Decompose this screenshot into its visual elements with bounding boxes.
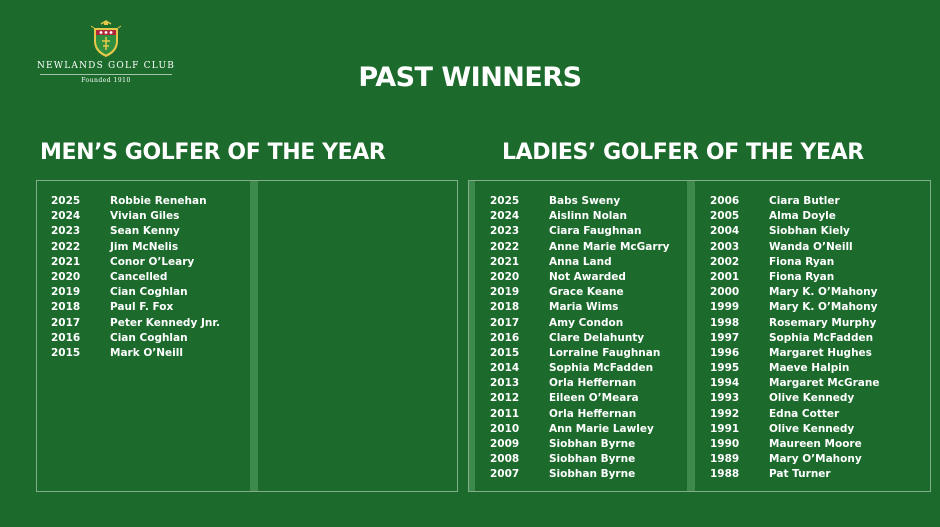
winner-name: Orla Heffernan xyxy=(549,377,637,390)
column-divider xyxy=(687,181,695,491)
winner-year: 1998 xyxy=(710,316,740,329)
winner-name: Olive Kennedy xyxy=(769,392,855,405)
winner-name: Siobhan Byrne xyxy=(549,438,636,450)
winner-row xyxy=(51,209,220,224)
winner-name: Not Awarded xyxy=(549,270,626,283)
winner-row xyxy=(710,376,879,391)
winner-name: Olive Kennedy xyxy=(769,422,855,435)
winner-name: Sophia McFadden xyxy=(549,362,654,375)
club-name: NEWLANDS GOLF CLUB xyxy=(36,61,176,71)
winner-row xyxy=(51,240,220,255)
winner-year: 2012 xyxy=(490,392,520,405)
ladies-winners-list-2 xyxy=(710,194,879,483)
winner-row xyxy=(490,407,670,422)
winner-year: 1996 xyxy=(710,346,740,359)
winner-year: 1999 xyxy=(710,301,740,314)
winner-year: 2014 xyxy=(490,362,520,375)
winner-year: 2015 xyxy=(490,346,520,359)
winner-name: Aislinn Nolan xyxy=(549,210,627,223)
men-section-title: MEN’S GOLFER OF THE YEAR xyxy=(40,140,386,165)
winner-row xyxy=(490,346,670,361)
winner-name: Paul F. Fox xyxy=(110,301,174,314)
winner-name: Fiona Ryan xyxy=(769,270,835,283)
winner-row xyxy=(710,452,879,467)
winner-year: 2003 xyxy=(710,240,740,253)
winner-name: Orla Heffernan xyxy=(549,407,637,420)
winner-row xyxy=(490,422,670,437)
winner-row xyxy=(490,316,670,331)
winner-year: 2023 xyxy=(51,225,81,238)
winner-row xyxy=(490,224,670,239)
club-crest-icon xyxy=(91,20,121,58)
winner-row xyxy=(51,270,220,285)
winner-year: 2018 xyxy=(51,301,81,314)
winner-row xyxy=(490,452,670,467)
winner-year: 2000 xyxy=(710,286,740,299)
panel-edge-divider xyxy=(469,181,475,491)
page-title: PAST WINNERS xyxy=(358,62,582,93)
winner-row xyxy=(51,331,220,346)
winner-year: 2004 xyxy=(710,225,740,238)
winner-name: Vivian Giles xyxy=(110,210,180,223)
winner-row xyxy=(490,255,670,270)
winner-name: Siobhan Byrne xyxy=(549,468,636,481)
winner-name: Lorraine Faughnan xyxy=(549,346,661,359)
winner-row xyxy=(710,300,879,315)
winner-row xyxy=(710,331,879,346)
winner-year: 2009 xyxy=(490,438,520,450)
winner-row xyxy=(490,331,670,346)
winner-year: 2013 xyxy=(490,377,520,390)
winner-year: 1993 xyxy=(710,392,740,405)
winner-year: 2022 xyxy=(51,240,81,253)
winner-name: Ann Marie Lawley xyxy=(549,422,654,435)
winner-row xyxy=(490,209,670,224)
winner-year: 2011 xyxy=(490,407,520,420)
winner-name: Siobhan Byrne xyxy=(549,453,636,466)
winner-row xyxy=(51,300,220,315)
winner-name: Margaret Hughes xyxy=(769,346,872,359)
winner-year: 1990 xyxy=(710,438,740,450)
club-founded: Founded 1910 xyxy=(81,77,131,84)
winner-name: Mark O’Neill xyxy=(110,346,183,359)
winner-name: Cian Coghlan xyxy=(110,286,188,299)
winner-year: 2021 xyxy=(51,255,81,268)
winner-row xyxy=(710,255,879,270)
winner-name: Pat Turner xyxy=(769,468,831,481)
winner-row xyxy=(710,361,879,376)
winner-year: 2020 xyxy=(490,270,520,283)
winner-name: Ciara Butler xyxy=(769,195,840,207)
ladies-section-title: LADIES’ GOLFER OF THE YEAR xyxy=(502,140,864,165)
winner-name: Wanda O’Neill xyxy=(769,240,853,253)
winner-name: Mary O’Mahony xyxy=(769,453,862,466)
winner-year: 2002 xyxy=(710,255,740,268)
ladies-winners-list-1 xyxy=(490,194,670,483)
winner-year: 2015 xyxy=(51,346,81,359)
winner-year: 1997 xyxy=(710,331,740,344)
winner-row xyxy=(710,437,879,452)
winner-row xyxy=(490,300,670,315)
winner-name: Robbie Renehan xyxy=(110,195,207,207)
winner-year: 2024 xyxy=(51,210,81,223)
winner-name: Sean Kenny xyxy=(110,225,180,238)
winner-year: 2021 xyxy=(490,255,520,268)
winner-name: Mary K. O’Mahony xyxy=(769,301,878,314)
winner-year: 2006 xyxy=(710,195,740,207)
winner-name: Siobhan Kiely xyxy=(769,225,850,238)
winner-year: 2010 xyxy=(490,422,520,435)
winner-year: 2005 xyxy=(710,210,740,223)
winner-year: 2017 xyxy=(490,316,520,329)
winner-row xyxy=(51,255,220,270)
winner-row xyxy=(490,437,670,452)
winner-name: Amy Condon xyxy=(549,316,624,329)
winner-name: Maeve Halpin xyxy=(769,362,850,375)
winner-name: Conor O’Leary xyxy=(110,255,195,268)
winner-row xyxy=(490,240,670,255)
winner-row xyxy=(51,346,220,361)
winner-year: 2008 xyxy=(490,453,520,466)
winner-name: Mary K. O’Mahony xyxy=(769,286,878,299)
winner-name: Babs Sweny xyxy=(549,195,621,207)
winner-year: 2024 xyxy=(490,210,520,223)
winner-name: Ciara Faughnan xyxy=(549,225,642,238)
winner-year: 2007 xyxy=(490,468,520,481)
winner-name: Clare Delahunty xyxy=(549,331,645,344)
winner-year: 2018 xyxy=(490,301,520,314)
winner-row xyxy=(710,316,879,331)
ladies-winners-panel xyxy=(468,180,931,492)
winner-name: Cancelled xyxy=(110,270,168,283)
winner-name: Grace Keane xyxy=(549,286,624,299)
winner-name: Maureen Moore xyxy=(769,438,862,450)
column-divider xyxy=(250,181,258,491)
winner-row xyxy=(710,270,879,285)
winner-year: 2017 xyxy=(51,316,81,329)
winner-row xyxy=(710,240,879,255)
winner-row xyxy=(710,209,879,224)
winner-row xyxy=(51,285,220,300)
winner-name: Jim McNelis xyxy=(110,240,179,253)
winner-row xyxy=(490,194,670,209)
winner-name: Eileen O’Meara xyxy=(549,392,639,405)
winner-year: 2022 xyxy=(490,240,520,253)
winner-row xyxy=(710,346,879,361)
winner-row xyxy=(490,376,670,391)
winner-row xyxy=(710,391,879,406)
winner-year: 1989 xyxy=(710,453,740,466)
winner-year: 2020 xyxy=(51,270,81,283)
winner-year: 2016 xyxy=(490,331,520,344)
winner-row xyxy=(51,194,220,209)
winner-name: Anne Marie McGarry xyxy=(549,240,670,253)
winner-row xyxy=(51,316,220,331)
winner-year: 1995 xyxy=(710,362,740,375)
winner-year: 2016 xyxy=(51,331,81,344)
winner-year: 2001 xyxy=(710,270,740,283)
winner-name: Maria Wims xyxy=(549,301,619,314)
winner-row xyxy=(490,391,670,406)
winner-year: 1992 xyxy=(710,407,740,420)
winner-name: Fiona Ryan xyxy=(769,255,835,268)
winner-year: 2023 xyxy=(490,225,520,238)
winner-row xyxy=(710,224,879,239)
winner-row xyxy=(490,467,670,482)
winner-name: Peter Kennedy Jnr. xyxy=(110,316,221,329)
winner-year: 2019 xyxy=(490,286,520,299)
winner-name: Cian Coghlan xyxy=(110,331,188,344)
winner-row xyxy=(490,285,670,300)
winner-name: Sophia McFadden xyxy=(769,331,874,344)
winner-year: 1991 xyxy=(710,422,740,435)
winner-row xyxy=(710,467,879,482)
winner-year: 2019 xyxy=(51,286,81,299)
winner-name: Rosemary Murphy xyxy=(769,316,877,329)
men-winners-list xyxy=(51,194,220,361)
winner-row xyxy=(710,194,879,209)
winner-row xyxy=(710,407,879,422)
winner-name: Anna Land xyxy=(549,255,612,268)
winner-row xyxy=(51,224,220,239)
men-winners-panel xyxy=(36,180,458,492)
winner-year: 2025 xyxy=(490,195,520,207)
winner-row xyxy=(490,270,670,285)
winner-row xyxy=(710,285,879,300)
winner-row xyxy=(710,422,879,437)
winner-year: 1988 xyxy=(710,468,740,481)
winner-year: 2025 xyxy=(51,195,81,207)
winner-name: Margaret McGrane xyxy=(769,377,880,390)
winner-name: Edna Cotter xyxy=(769,407,840,420)
winner-year: 1994 xyxy=(710,377,740,390)
winner-name: Alma Doyle xyxy=(769,210,836,223)
winner-row xyxy=(490,361,670,376)
